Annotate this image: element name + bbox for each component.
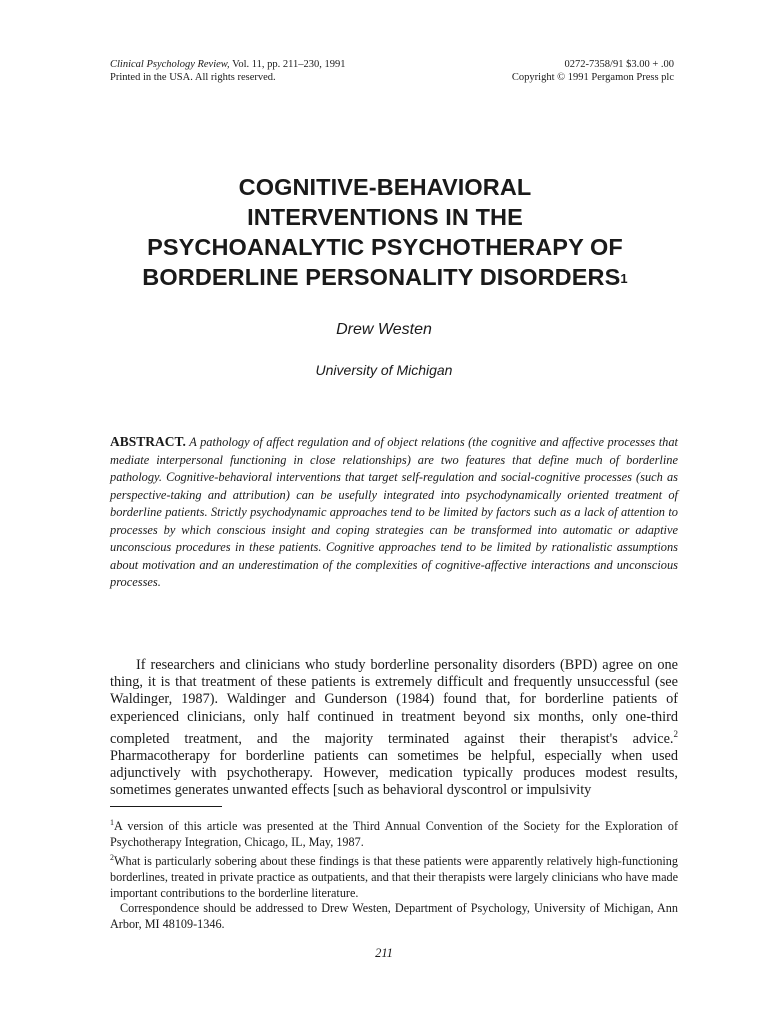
journal-citation-line bbox=[110, 58, 345, 71]
body-paragraph bbox=[110, 657, 678, 799]
copyright-notice: Copyright © 1991 Pergamon Press plc bbox=[511, 72, 674, 83]
title-line-4-text: BORDERLINE PERSONALITY DISORDERS bbox=[142, 264, 621, 290]
author-affiliation: University of Michigan bbox=[315, 362, 453, 378]
title-footnote-marker: 1 bbox=[620, 271, 628, 286]
footnote-1-text: A version of this article was presented at the Third Annual Convention of the Society for the Exploration of Psychotherapy Integration, Chicago, IL, May, 1987. bbox=[110, 819, 678, 849]
issn-price: 0272-7358/91 $3.00 + .00 bbox=[564, 59, 674, 70]
article-title bbox=[80, 172, 690, 292]
abstract-text: A pathology of affect regulation and of object relations (the cognitive and affective processes that mediate interpersonal functioning in close relationships) are two features that define much of borderline pathology. Cognitive-behavioral interventions that target self-regulation and social-cognitive processes (such as perspective-taking and attribution) can be usefully integrated into psychodynamically oriented treatment of borderline patients. Strictly psychodynamic approaches tend to be limited by factors such as a lack of attention to processes by which conscious insight and coping strategies can be transformed into automatic or adaptive unconscious procedures in these patients. Cognitive approaches tend to be limited by rationalistic assumptions about motivation and an underestimation of the complexities of cognitive-affective interactions and unconscious processes. bbox=[110, 435, 678, 589]
body-text bbox=[110, 657, 678, 799]
page-number: 211 bbox=[375, 946, 393, 960]
footnotes bbox=[110, 815, 678, 932]
copyright-header bbox=[512, 58, 674, 84]
title-line-4 bbox=[80, 262, 690, 292]
title-line-3: PSYCHOANALYTIC PSYCHOTHERAPY OF bbox=[147, 234, 623, 260]
printed-notice: Printed in the USA. All rights reserved. bbox=[110, 72, 276, 83]
journal-name: Clinical Psychology Review, bbox=[110, 59, 230, 70]
correspondence-note: Correspondence should be addressed to Drew Westen, Department of Psychology, University of Michigan, Ann Arbor, MI 48109-1346. bbox=[110, 901, 678, 931]
body-footnote-ref: 2 bbox=[673, 728, 678, 739]
journal-volume-pages: Vol. 11, pp. 211–230, 1991 bbox=[229, 59, 346, 70]
footnote-2 bbox=[110, 850, 678, 901]
abstract-label: ABSTRACT. bbox=[110, 434, 186, 449]
author-name: Drew Westen bbox=[336, 321, 432, 338]
body-paragraph-part-2: Pharmacotherapy for borderline patients can sometimes be helpful, especially when used adjunctively with psychotherapy. However, medication typically produces modest results, sometimes generates unwanted effects [such as behavioral dyscontrol or impulsivity bbox=[110, 747, 678, 799]
footnote-divider bbox=[110, 806, 222, 807]
footnote-1 bbox=[110, 815, 678, 850]
body-paragraph-part-1: If researchers and clinicians who study borderline personality disorders (BPD) agree on one thing, it is that treatment of these patients is extremely difficult and frequently unsuccessful (see Waldinger, 1987). Waldinger and Gunderson (1984) found that, for borderline patients of experienced clinicians, only half continued in treatment beyond six months, only one-third completed treatment, and the majority terminated against their therapist's advice. bbox=[110, 657, 678, 747]
footnote-2-text: What is particularly sobering about these findings is that these patients were apparently relatively high-functioning borderlines, treated in private practice as outpatients, and that their therapists were largely clinicians who have made important contributions to the borderline literature. bbox=[110, 854, 678, 900]
title-line-2: INTERVENTIONS IN THE bbox=[247, 204, 523, 230]
title-line-1: COGNITIVE-BEHAVIORAL bbox=[238, 174, 532, 200]
footnote-1-marker: 1 bbox=[110, 818, 114, 827]
footnote-2-marker: 2 bbox=[110, 853, 114, 863]
abstract bbox=[110, 433, 678, 592]
journal-citation-header bbox=[110, 58, 345, 84]
